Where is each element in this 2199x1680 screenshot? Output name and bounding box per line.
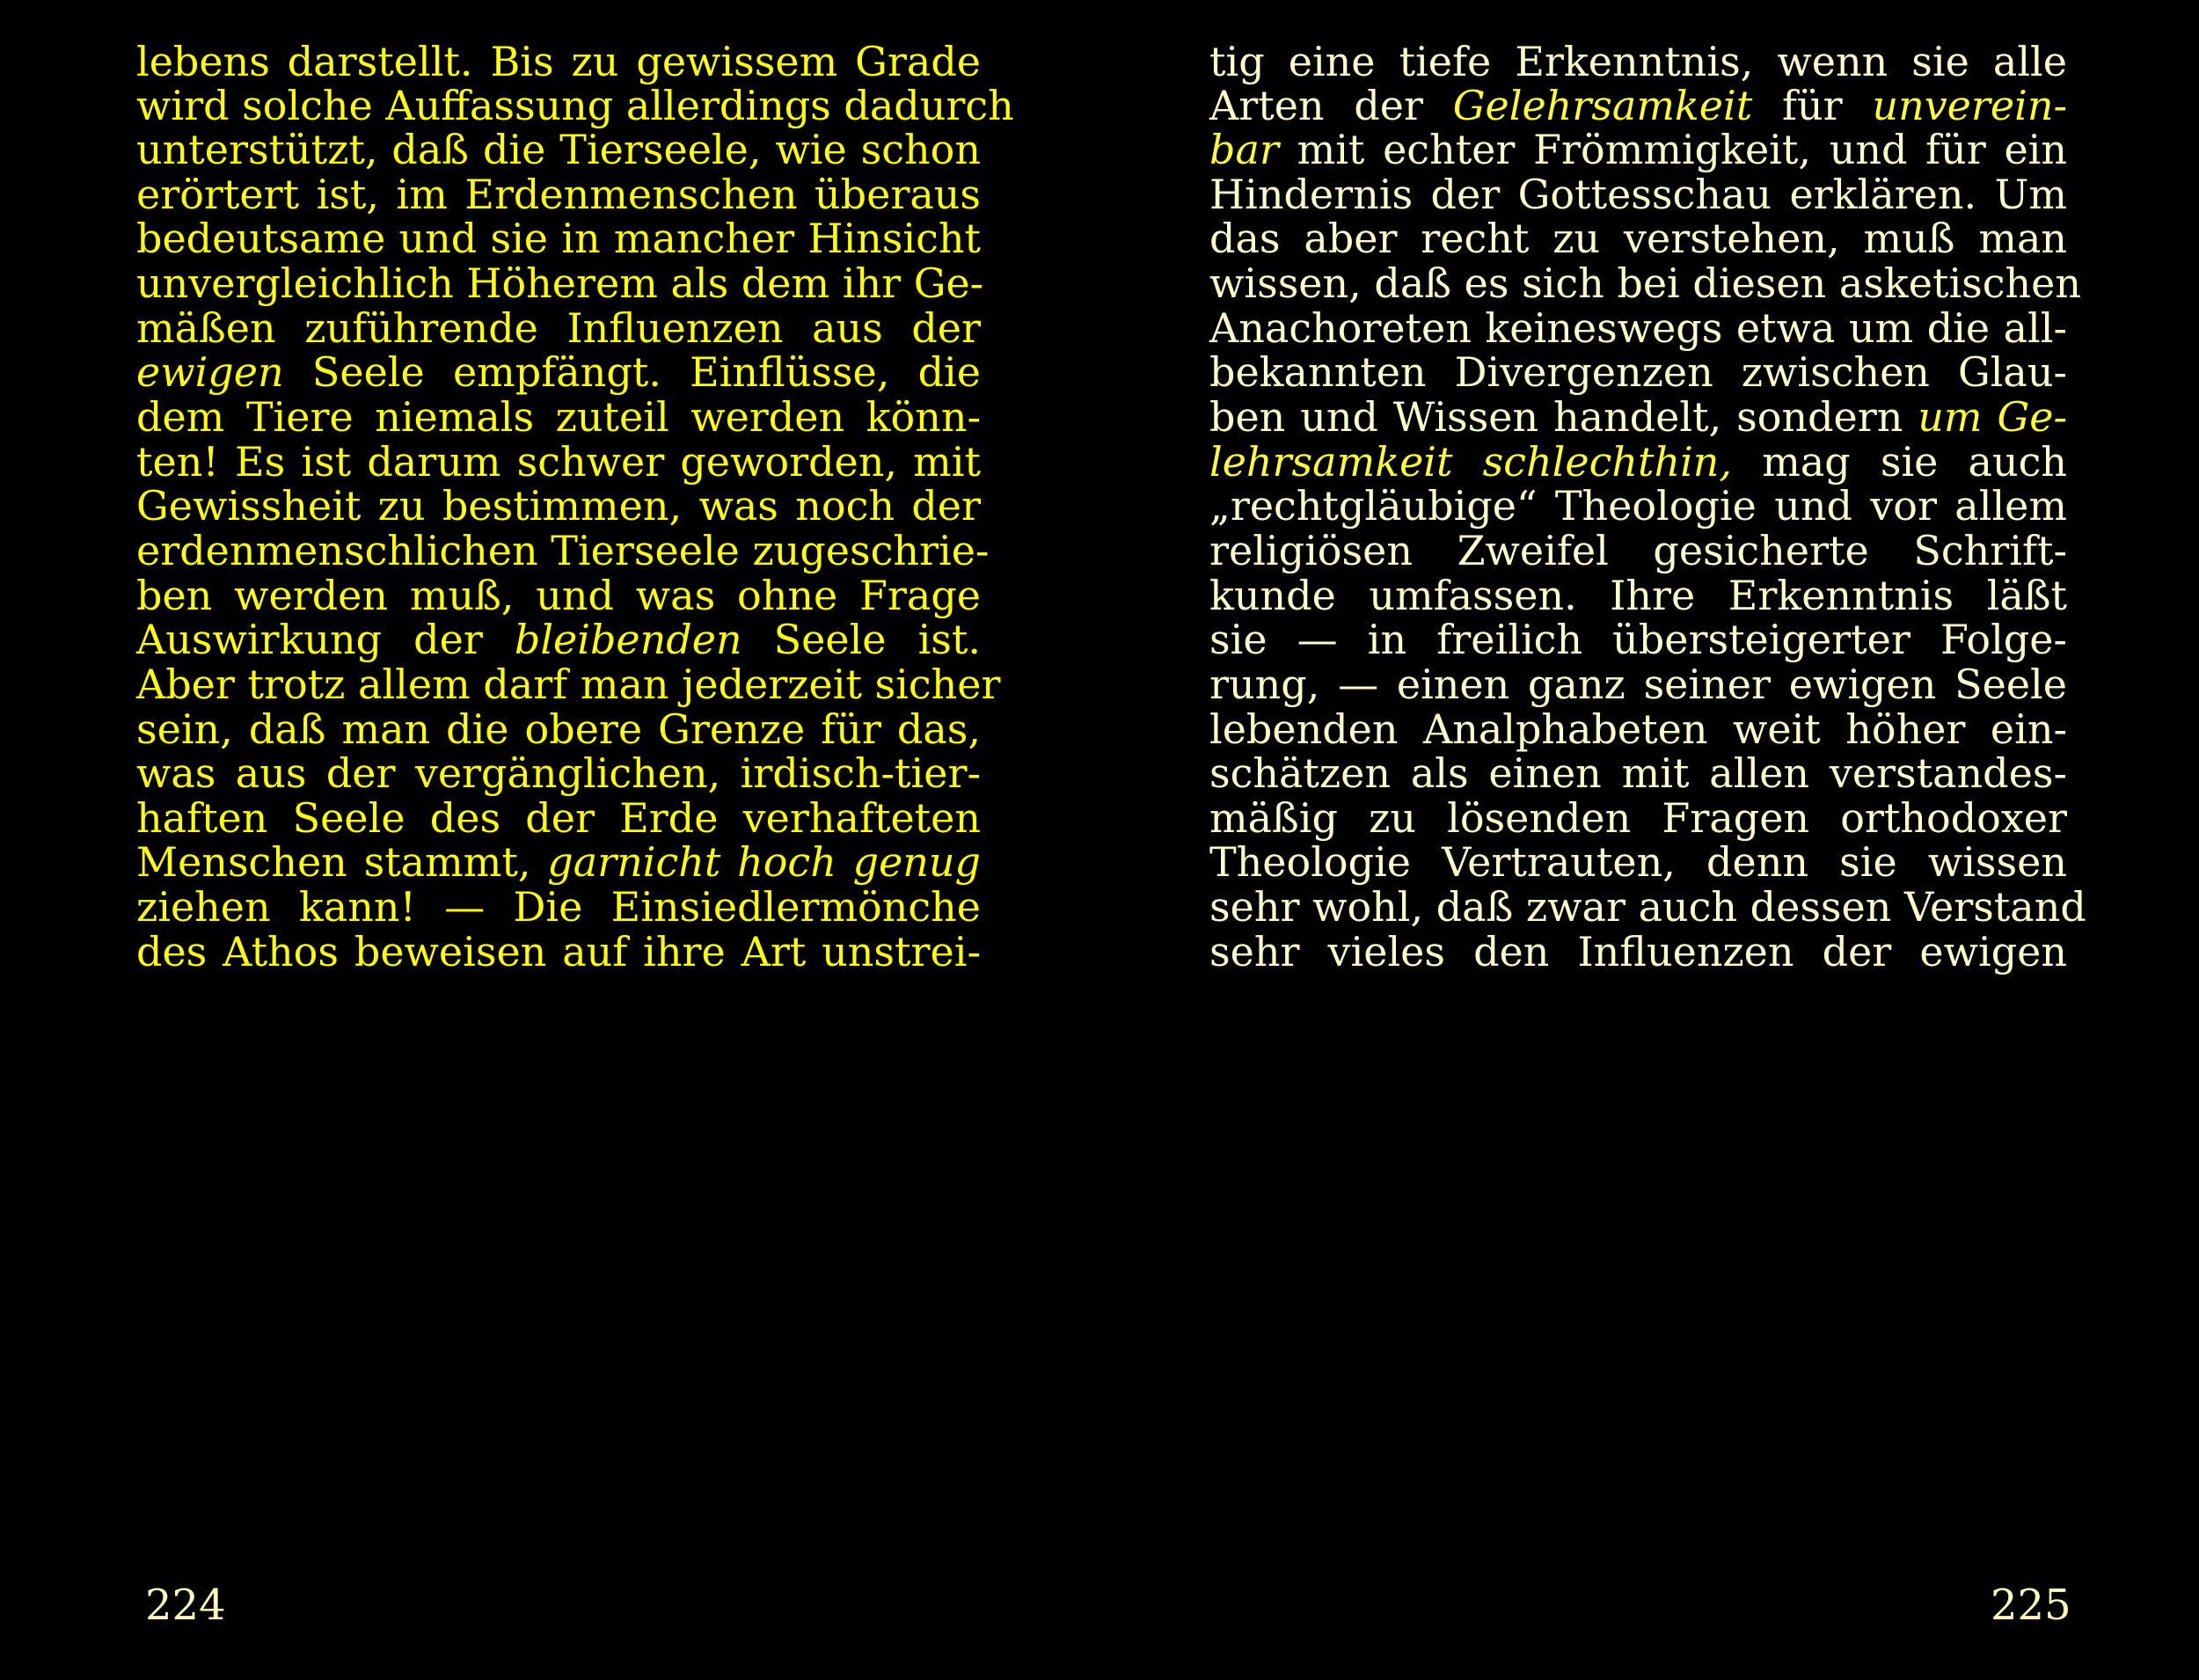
text-line: lebenden Analphabeten weit höher ein- — [1209, 705, 2067, 753]
text-line: was aus der vergänglichen, irdisch-tier- — [136, 749, 981, 797]
text-line: ten! Es ist darum schwer geworden, mit — [136, 438, 981, 486]
italic-text: um Ge- — [1918, 393, 2067, 441]
text-line: schätzen als einen mit allen verstandes- — [1209, 749, 2067, 797]
text-line: mäßen zuführende Influenzen aus der — [136, 304, 981, 352]
text-line: Hindernis der Gottesschau erklären. Um — [1209, 171, 2067, 218]
italic-text: bar — [1209, 126, 1279, 173]
text-line: bedeutsame und sie in mancher Hinsicht — [136, 215, 981, 262]
text-line: bar mit echter Frömmigkeit, und für ein — [1209, 126, 2067, 173]
text-line: ewigen Seele empfängt. Einflüsse, die — [136, 348, 981, 396]
italic-text: bleibenden — [514, 616, 742, 663]
text-line: Menschen stammt, garnicht hoch genug — [136, 838, 981, 886]
text-line: Gewissheit zu bestimmen, was noch der — [136, 482, 981, 530]
text-line: Arten der Gelehrsamkeit für unverein- — [1209, 82, 2067, 129]
text-line: tig eine tiefe Erkenntnis, wenn sie alle — [1209, 38, 2067, 85]
text-line: erdenmenschlichen Tierseele zugeschrie- — [136, 527, 990, 574]
text-line: lebens darstellt. Bis zu gewissem Grade — [136, 38, 981, 85]
text-line: Theologie Vertrauten, denn sie wissen — [1209, 838, 2067, 886]
text-line: Anachoreten keineswegs etwa um die all- — [1209, 304, 2067, 352]
text-line: rung, — einen ganz seiner ewigen Seele — [1209, 661, 2067, 708]
right-page — [1100, 0, 2199, 1680]
text-line: dem Tiere niemals zuteil werden könn- — [136, 393, 981, 441]
page-number: 224 — [145, 1581, 226, 1630]
text-line: das aber recht zu verstehen, muß man — [1209, 215, 2067, 262]
text-line: Aber trotz allem darf man jederzeit sicher — [136, 661, 1001, 708]
text-line: ben werden muß, und was ohne Frage — [136, 572, 981, 619]
italic-text: unverein- — [1872, 82, 2067, 129]
text-line: religiösen Zweifel gesicherte Schrift- — [1209, 527, 2067, 574]
text-line: sehr wohl, daß zwar auch dessen Verstand — [1209, 883, 2086, 931]
text-line: ziehen kann! — Die Einsiedlermönche — [136, 883, 981, 931]
text-line: ben und Wissen handelt, sondern um Ge- — [1209, 393, 2067, 441]
italic-text: Gelehrsamkeit — [1452, 82, 1753, 129]
text-line: des Athos beweisen auf ihre Art unstrei- — [136, 928, 981, 975]
text-line: kunde umfassen. Ihre Erkenntnis läßt — [1209, 572, 2067, 619]
text-line: erörtert ist, im Erdenmenschen überaus — [136, 171, 981, 218]
italic-text: ewigen — [136, 348, 284, 396]
text-line: wissen, daß es sich bei diesen asketischen — [1209, 259, 2082, 307]
italic-text: garnicht hoch genug — [547, 838, 981, 886]
italic-text: lehrsamkeit schlechthin, — [1209, 438, 1733, 486]
text-line: sie — in freilich übersteigerter Folge- — [1209, 616, 2067, 663]
text-line: bekannten Divergenzen zwischen Glau- — [1209, 348, 2067, 396]
text-line: lehrsamkeit schlechthin, mag sie auch — [1209, 438, 2067, 486]
text-line: haften Seele des der Erde verhafteten — [136, 794, 981, 842]
text-line: „rechtgläubige“ Theologie und vor allem — [1209, 482, 2067, 530]
text-line: Auswirkung der bleibenden Seele ist. — [136, 616, 981, 663]
text-line: unterstützt, daß die Tierseele, wie schon — [136, 126, 981, 173]
page-number: 225 — [1991, 1581, 2071, 1630]
text-line: mäßig zu lösenden Fragen orthodoxer — [1209, 794, 2067, 842]
text-line: wird solche Auffassung allerdings dadurch — [136, 82, 1014, 129]
text-line: unvergleichlich Höherem als dem ihr Ge- — [136, 259, 984, 307]
text-line: sehr vieles den Influenzen der ewigen — [1209, 928, 2067, 975]
text-line: sein, daß man die obere Grenze für das, — [136, 705, 981, 753]
